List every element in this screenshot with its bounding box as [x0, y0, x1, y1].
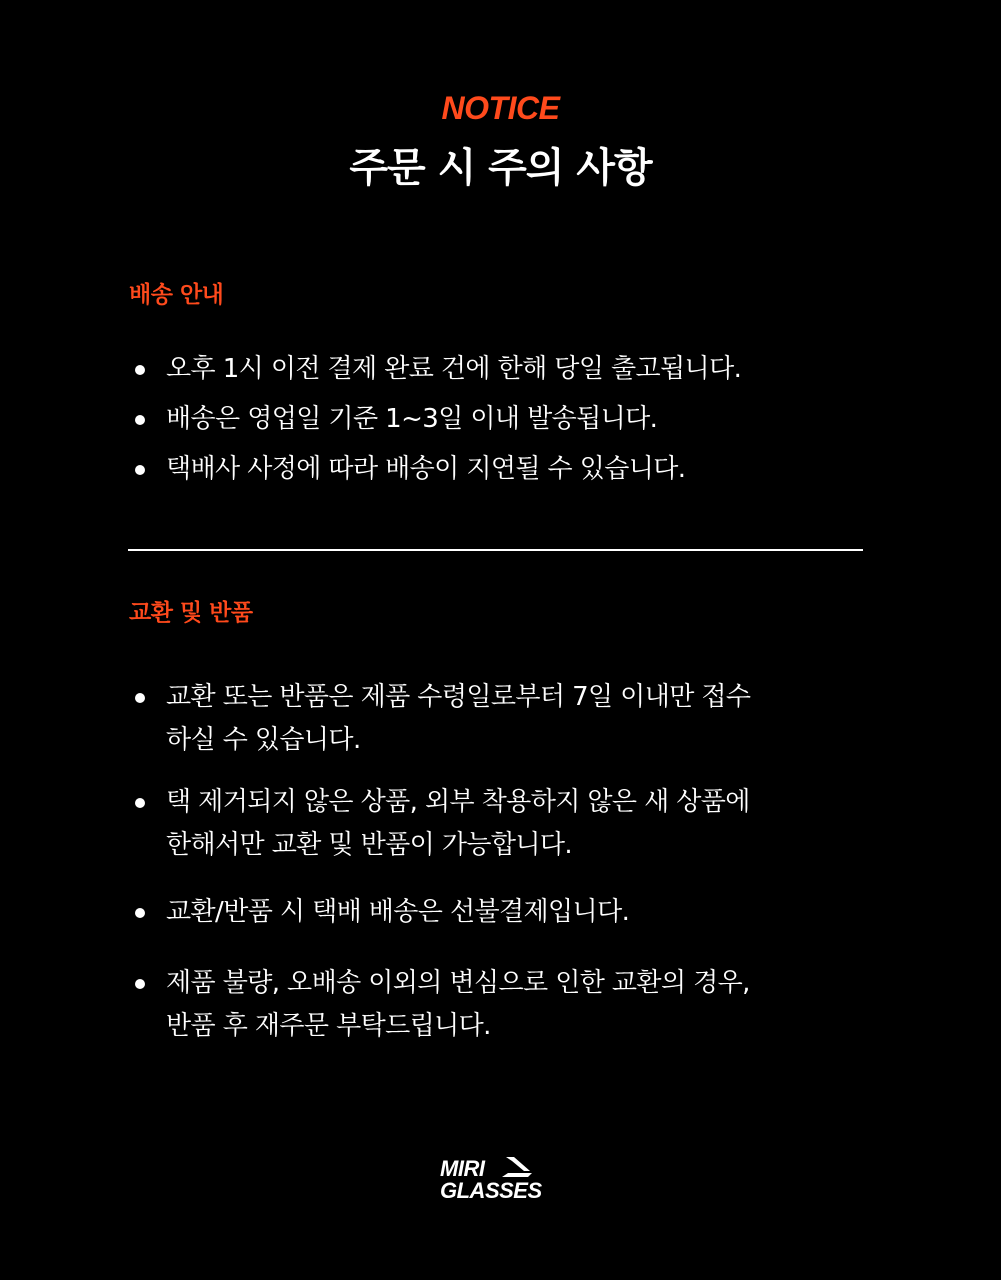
list-item-text: 교환 또는 반품은 제품 수령일로부터 7일 이내만 접수	[166, 682, 751, 712]
bullet-icon	[135, 415, 145, 425]
list-item-text: 교환/반품 시 택배 배송은 선불결제입니다.	[166, 897, 630, 927]
list-item	[129, 402, 829, 436]
list-item-text: 제품 불량, 오배송 이외의 변심으로 인한 교환의 경우,	[166, 968, 750, 998]
bullet-icon	[135, 365, 145, 375]
list-item-text: 택 제거되지 않은 상품, 외부 착용하지 않은 새 상품에	[166, 787, 750, 817]
shipping-list	[129, 352, 829, 502]
brand-logo	[440, 1152, 560, 1208]
logo-line-2: GLASSES	[440, 1178, 542, 1203]
list-item	[129, 676, 866, 762]
returns-heading: 교환 및 반품	[129, 600, 253, 626]
list-item	[129, 781, 866, 867]
logo-line-1: MIRI	[440, 1156, 485, 1181]
list-item-text: 택배사 사정에 따라 배송이 지연될 수 있습니다.	[166, 454, 686, 484]
bullet-icon	[135, 798, 145, 808]
list-item-text: 배송은 영업일 기준 1~3일 이내 발송됩니다.	[166, 404, 658, 434]
page-title: 주문 시 주의 사항	[349, 145, 652, 191]
list-item	[129, 891, 866, 934]
list-item-text: 한해서만 교환 및 반품이 가능합니다.	[166, 830, 573, 860]
section-divider	[128, 549, 863, 551]
list-item-text: 하실 수 있습니다.	[166, 725, 361, 755]
bullet-icon	[135, 908, 145, 918]
list-item	[129, 352, 829, 386]
list-item-text: 오후 1시 이전 결제 완료 건에 한해 당일 출고됩니다.	[166, 354, 742, 384]
list-item	[129, 452, 829, 486]
list-item	[129, 962, 866, 1048]
list-item-text: 반품 후 재주문 부탁드립니다.	[166, 1011, 491, 1041]
bullet-icon	[135, 693, 145, 703]
bullet-icon	[135, 465, 145, 475]
bullet-icon	[135, 979, 145, 989]
shipping-heading: 배송 안내	[129, 282, 224, 308]
notice-label: NOTICE	[441, 90, 560, 126]
